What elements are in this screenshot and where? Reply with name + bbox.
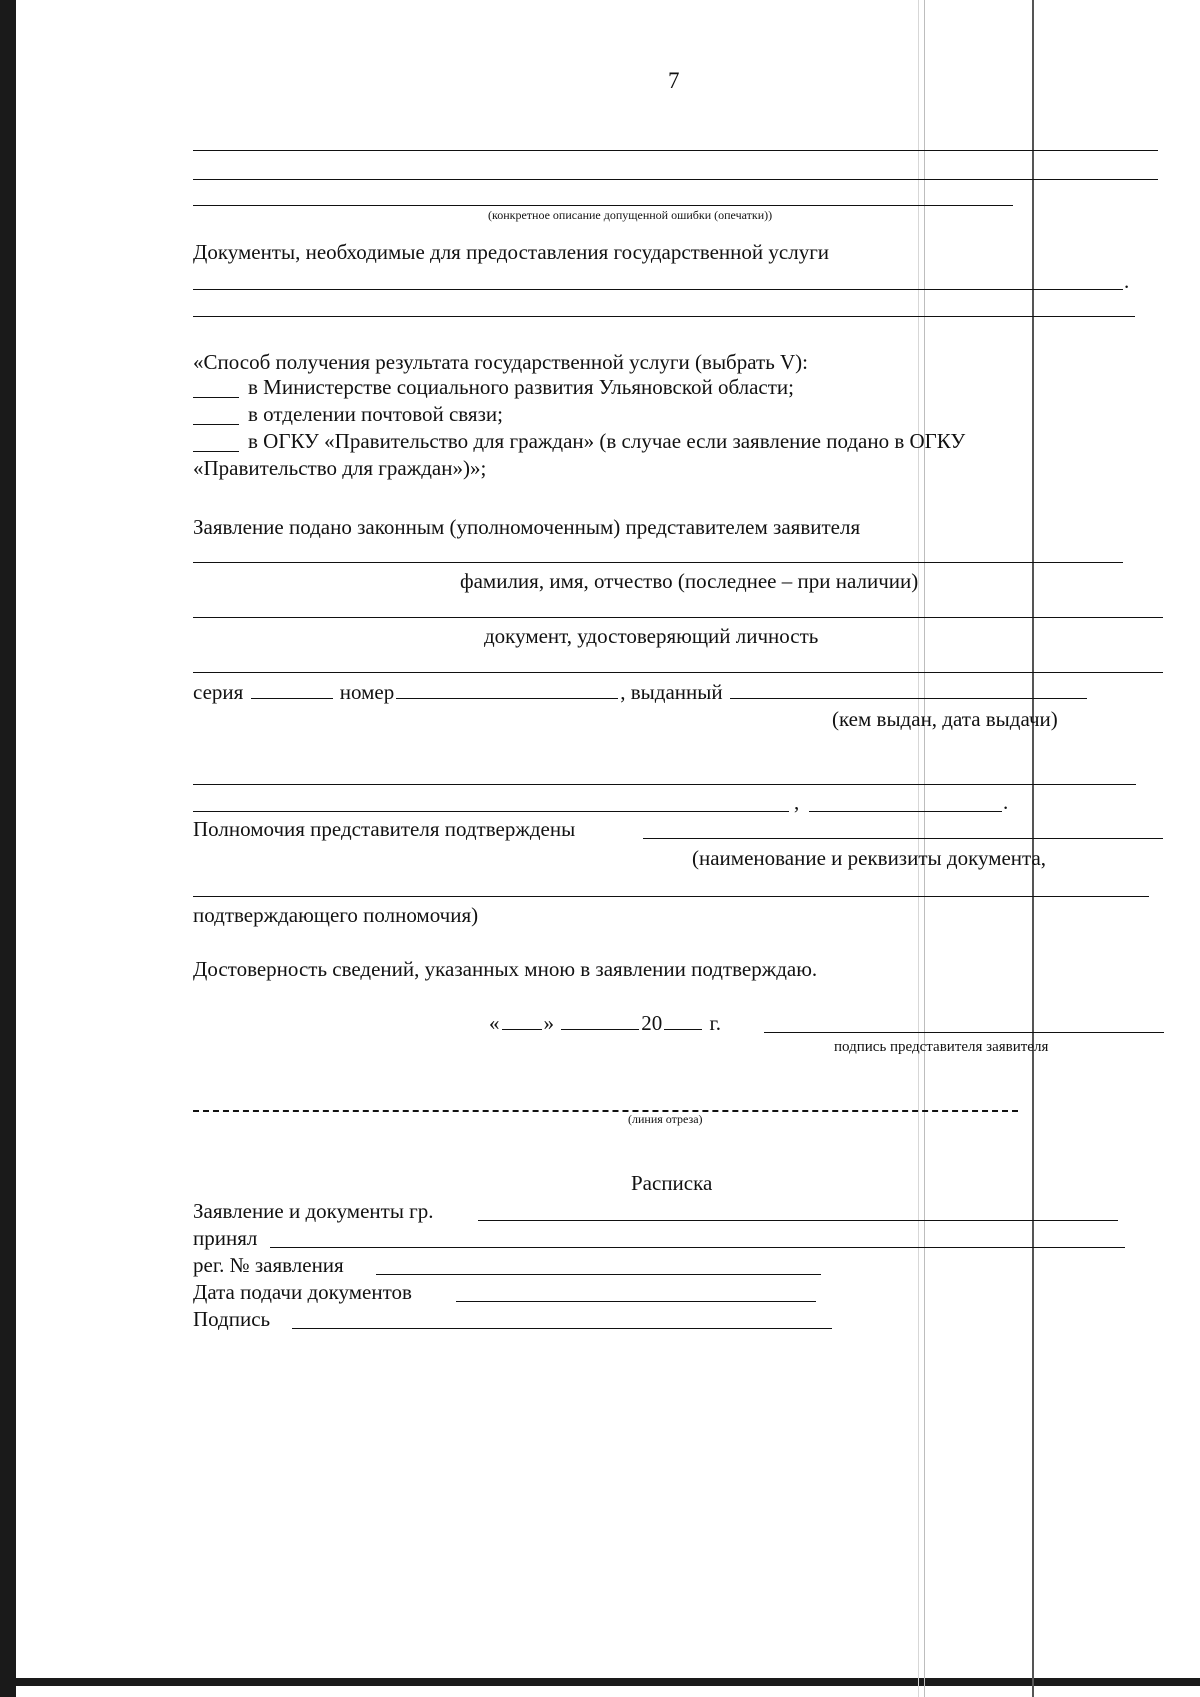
receipt-row-accepted-label: принял xyxy=(193,1226,258,1250)
receipt-title: Расписка xyxy=(631,1171,713,1195)
method-option-2-checkbox[interactable] xyxy=(193,424,239,425)
documents-line-2[interactable] xyxy=(193,316,1135,317)
method-option-3-continuation: «Правительство для граждан»)»; xyxy=(193,456,487,480)
method-option-3-checkbox[interactable] xyxy=(193,451,239,452)
representative-id-line[interactable] xyxy=(193,617,1163,618)
representative-id-line-2[interactable] xyxy=(193,672,1163,673)
issued-comma: , xyxy=(794,790,800,814)
date-open-quote: « xyxy=(489,1011,500,1035)
cut-line xyxy=(193,1110,1018,1112)
series-field[interactable] xyxy=(251,697,333,699)
error-description-line-3[interactable] xyxy=(193,205,1013,206)
receipt-row-signature-label: Подпись xyxy=(193,1307,271,1331)
receipt-date-field[interactable] xyxy=(456,1301,816,1302)
issued-line-3[interactable] xyxy=(193,811,789,812)
method-option-2-label: в отделении почтовой связи; xyxy=(248,402,503,426)
cut-line-caption: (линия отреза) xyxy=(628,1112,703,1126)
documents-line-1[interactable] xyxy=(193,289,1123,290)
method-option-3-label: в ОГКУ «Правительство для граждан» (в случае если заявление подано в ОГКУ xyxy=(248,429,966,453)
issued-label: , выданный xyxy=(620,680,723,704)
receipt-signature-field[interactable] xyxy=(292,1328,832,1329)
date-year-prefix: 20 xyxy=(641,1011,663,1035)
representative-fio-caption: фамилия, имя, отчество (последнее – при наличии) xyxy=(460,569,919,593)
number-label: номер xyxy=(339,680,395,704)
documents-heading: Документы, необходимые для предоставления государственной услуги xyxy=(193,240,830,264)
authority-caption-1: (наименование и реквизиты документа, xyxy=(692,846,1047,870)
date-year-suffix: г. xyxy=(709,1011,721,1035)
number-field[interactable] xyxy=(396,697,618,699)
issued-caption: (кем выдан, дата выдачи) xyxy=(832,707,1058,731)
method-option-1-label: в Министерстве социального развития Ульяновской области; xyxy=(248,375,794,399)
date-line xyxy=(489,1010,721,1036)
date-close-quote: » xyxy=(543,1011,554,1035)
series-label: серия xyxy=(193,680,244,704)
documents-end-mark: . xyxy=(1124,269,1130,293)
error-description-line-1[interactable] xyxy=(193,150,1158,151)
date-day-field[interactable] xyxy=(502,1028,542,1030)
receipt-accepted-field[interactable] xyxy=(270,1247,1125,1248)
method-option-1-checkbox[interactable] xyxy=(193,397,239,398)
issued-line-3-date[interactable] xyxy=(809,811,1002,812)
receipt-row-regno-label: рег. № заявления xyxy=(193,1253,344,1277)
confirmation-text: Достоверность сведений, указанных мною в заявлении подтверждаю. xyxy=(193,957,818,981)
method-heading: «Способ получения результата государственной услуги (выбрать V): xyxy=(193,350,809,374)
issued-field[interactable] xyxy=(730,697,1087,699)
representative-fio-line[interactable] xyxy=(193,562,1123,563)
passport-row xyxy=(193,679,1089,705)
signature-field[interactable] xyxy=(764,1032,1164,1033)
signature-caption: подпись представителя заявителя xyxy=(834,1039,1049,1055)
page-number: 7 xyxy=(668,68,680,93)
receipt-applicant-field[interactable] xyxy=(478,1220,1118,1221)
receipt-regno-field[interactable] xyxy=(376,1274,821,1275)
date-year-field[interactable] xyxy=(664,1028,702,1030)
error-description-line-2[interactable] xyxy=(193,179,1158,180)
authority-label: Полномочия представителя подтверждены xyxy=(193,817,576,841)
representative-heading: Заявление подано законным (уполномоченным) представителем заявителя xyxy=(193,515,861,539)
scan-edge-bottom xyxy=(0,1678,1200,1686)
issued-period: . xyxy=(1003,790,1009,814)
authority-caption-2: подтверждающего полномочия) xyxy=(193,903,479,927)
receipt-row-date-label: Дата подачи документов xyxy=(193,1280,412,1304)
authority-field[interactable] xyxy=(643,838,1163,839)
date-month-field[interactable] xyxy=(561,1028,639,1030)
error-description-caption: (конкретное описание допущенной ошибки (опечатки)) xyxy=(488,208,773,222)
authority-field-line-2[interactable] xyxy=(193,896,1149,897)
scan-edge-left xyxy=(0,0,16,1697)
representative-id-caption: документ, удостоверяющий личность xyxy=(484,624,819,648)
issued-line-2[interactable] xyxy=(193,784,1136,785)
receipt-row-applicant-label: Заявление и документы гр. xyxy=(193,1199,434,1223)
